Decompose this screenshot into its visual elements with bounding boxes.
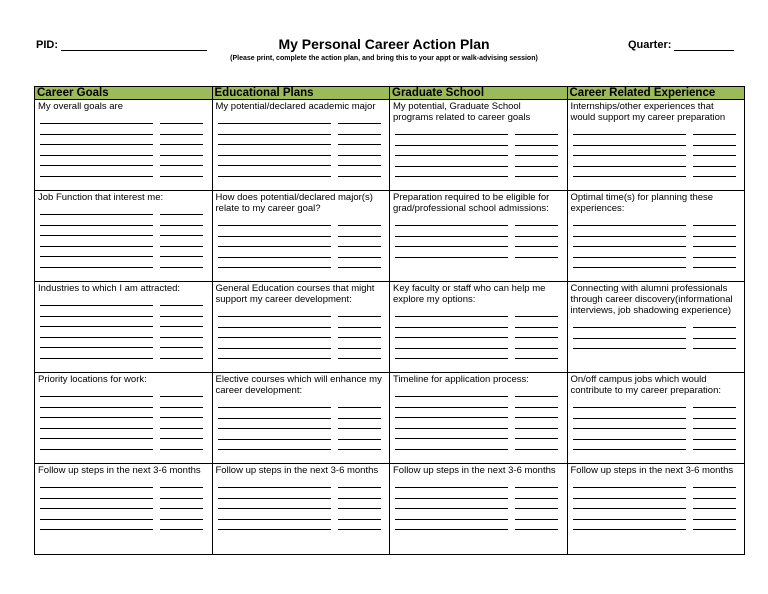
table-cell	[35, 282, 213, 373]
write-in-line[interactable]	[571, 126, 742, 137]
write-in-line[interactable]	[393, 137, 564, 148]
cell-prompt: Key faculty or staff who can help me explore my options:	[393, 283, 546, 305]
table-cell	[35, 100, 213, 191]
write-in-line[interactable]	[38, 217, 209, 228]
write-in-line[interactable]	[216, 431, 387, 442]
cell-prompt: Follow up steps in the next 3-6 months	[215, 465, 379, 476]
write-in-line[interactable]	[38, 238, 209, 249]
write-in-line[interactable]	[38, 126, 209, 137]
table-row	[35, 100, 745, 191]
write-in-line[interactable]	[216, 500, 387, 511]
cell-prompt: On/off campus jobs which would contribute to my career preparation:	[570, 374, 721, 396]
write-in-line[interactable]	[216, 147, 387, 158]
write-in-line[interactable]	[38, 388, 209, 399]
column-header-graduate-school: Graduate School	[390, 87, 568, 100]
table-cell	[35, 373, 213, 464]
write-in-line[interactable]	[216, 399, 387, 410]
table-cell	[390, 373, 568, 464]
column-header-row	[35, 87, 745, 100]
cell-prompt: Timeline for application process:	[393, 374, 529, 385]
write-in-line[interactable]	[393, 238, 564, 249]
write-in-line[interactable]	[571, 500, 742, 511]
write-in-line[interactable]	[216, 521, 387, 532]
table-cell	[212, 191, 390, 282]
write-in-line[interactable]	[571, 479, 742, 490]
cell-prompt: My overall goals are	[38, 101, 124, 112]
write-in-line[interactable]	[216, 319, 387, 330]
pid-label: PID:	[36, 39, 58, 51]
write-in-line[interactable]	[393, 430, 564, 441]
write-in-line[interactable]	[38, 441, 209, 452]
table-cell	[390, 282, 568, 373]
cell-prompt: How does potential/declared major(s) relate to my career goal?	[215, 192, 373, 214]
write-in-line[interactable]	[571, 399, 742, 410]
write-in-line[interactable]	[393, 521, 564, 532]
table-row	[35, 191, 745, 282]
write-in-line[interactable]	[216, 115, 387, 126]
write-in-line[interactable]	[393, 158, 564, 169]
write-in-line[interactable]	[216, 410, 387, 421]
write-in-line[interactable]	[216, 511, 387, 522]
write-in-line[interactable]	[216, 259, 387, 270]
write-in-line[interactable]	[393, 388, 564, 399]
write-in-line[interactable]	[38, 115, 209, 126]
write-in-line[interactable]	[571, 147, 742, 158]
write-in-line[interactable]	[571, 420, 742, 431]
write-in-line[interactable]	[38, 206, 209, 217]
write-in-line[interactable]	[38, 521, 209, 532]
write-in-line[interactable]	[571, 319, 742, 330]
table-cell	[567, 100, 745, 191]
write-in-line[interactable]	[216, 340, 387, 351]
cell-prompt: Follow up steps in the next 3-6 months	[38, 465, 201, 476]
write-in-line[interactable]	[393, 479, 564, 490]
cell-prompt: Connecting with alumni professionals through career discovery(informational interviews, job shadowing experience)	[570, 283, 733, 316]
table-row	[35, 282, 745, 373]
write-in-line[interactable]	[393, 319, 564, 330]
write-in-line[interactable]	[571, 441, 742, 452]
write-in-line[interactable]	[393, 249, 564, 260]
table-cell	[390, 464, 568, 555]
write-in-line[interactable]	[38, 259, 209, 270]
write-in-line[interactable]	[393, 340, 564, 351]
table-cell	[212, 282, 390, 373]
write-in-line[interactable]	[216, 249, 387, 260]
write-in-line[interactable]	[216, 157, 387, 168]
cell-prompt: General Education courses that might support my career development:	[215, 283, 375, 305]
action-plan-table	[34, 86, 745, 555]
write-in-line[interactable]	[38, 490, 209, 501]
write-in-line[interactable]	[216, 238, 387, 249]
table-cell	[567, 282, 745, 373]
write-in-line[interactable]	[38, 157, 209, 168]
write-in-line[interactable]	[571, 521, 742, 532]
write-in-line[interactable]	[38, 420, 209, 431]
write-in-line[interactable]	[571, 228, 742, 239]
write-in-line[interactable]	[571, 511, 742, 522]
cell-prompt: Job Function that interest me:	[38, 192, 164, 203]
table-cell	[567, 373, 745, 464]
write-in-line[interactable]	[393, 441, 564, 452]
write-in-line[interactable]	[393, 228, 564, 239]
write-in-line[interactable]	[571, 217, 742, 228]
instructions-subtitle: (Please print, complete the action plan, and bring this to your appt or walk-advising session)	[230, 55, 538, 62]
quarter-blank-line[interactable]	[674, 40, 734, 51]
write-in-line[interactable]	[571, 259, 742, 270]
write-in-line[interactable]	[571, 410, 742, 421]
write-in-line[interactable]	[38, 318, 209, 329]
write-in-line[interactable]	[393, 329, 564, 340]
write-in-line[interactable]	[38, 248, 209, 259]
write-in-line[interactable]	[393, 420, 564, 431]
write-in-line[interactable]	[216, 217, 387, 228]
cell-prompt: Optimal time(s) for planning these experiences:	[570, 192, 714, 214]
write-in-line[interactable]	[38, 297, 209, 308]
write-in-line[interactable]	[393, 409, 564, 420]
write-in-line[interactable]	[216, 168, 387, 179]
write-in-line[interactable]	[38, 409, 209, 420]
write-in-line[interactable]	[38, 329, 209, 340]
write-in-line[interactable]	[393, 511, 564, 522]
write-in-line[interactable]	[216, 329, 387, 340]
write-in-line[interactable]	[393, 147, 564, 158]
cell-prompt: Preparation required to be eligible for grad/professional school admissions:	[393, 192, 550, 214]
write-in-line[interactable]	[393, 217, 564, 228]
write-in-line[interactable]	[38, 511, 209, 522]
table-cell	[390, 191, 568, 282]
write-in-line[interactable]	[38, 227, 209, 238]
table-cell	[212, 100, 390, 191]
write-in-line[interactable]	[38, 399, 209, 410]
write-in-line[interactable]	[571, 168, 742, 179]
write-in-line[interactable]	[216, 228, 387, 239]
write-in-line[interactable]	[38, 339, 209, 350]
write-in-line[interactable]	[216, 420, 387, 431]
write-in-line[interactable]	[216, 441, 387, 452]
write-in-line[interactable]	[216, 308, 387, 319]
cell-prompt: Follow up steps in the next 3-6 months	[570, 465, 734, 476]
table-cell	[35, 464, 213, 555]
write-in-line[interactable]	[216, 479, 387, 490]
write-in-line[interactable]	[571, 431, 742, 442]
table-cell	[390, 100, 568, 191]
write-in-line[interactable]	[571, 137, 742, 148]
write-in-line[interactable]	[571, 238, 742, 249]
write-in-line[interactable]	[571, 340, 742, 351]
column-header-career-goals: Career Goals	[35, 87, 213, 100]
cell-prompt: Elective courses which will enhance my career development:	[215, 374, 382, 396]
write-in-line[interactable]	[38, 136, 209, 147]
table-cell	[567, 464, 745, 555]
write-in-line[interactable]	[571, 249, 742, 260]
page-title: My Personal Career Action Plan	[278, 36, 490, 52]
table-row	[35, 373, 745, 464]
write-in-line[interactable]	[393, 308, 564, 319]
write-in-line[interactable]	[393, 168, 564, 179]
table-cell	[567, 191, 745, 282]
cell-prompt: My potential, Graduate School programs related to career goals	[393, 101, 531, 123]
column-header-educational-plans: Educational Plans	[212, 87, 390, 100]
quarter-label: Quarter:	[628, 39, 672, 51]
write-in-line[interactable]	[393, 399, 564, 410]
column-header-career-related-experience: Career Related Experience	[567, 87, 745, 100]
write-in-line[interactable]	[393, 500, 564, 511]
write-in-line[interactable]	[216, 490, 387, 501]
write-in-line[interactable]	[393, 126, 564, 137]
write-in-line[interactable]	[571, 158, 742, 169]
write-in-line[interactable]	[216, 136, 387, 147]
table-body	[35, 100, 745, 555]
quarter-field[interactable]	[628, 39, 734, 51]
write-in-line[interactable]	[38, 500, 209, 511]
cell-prompt: Priority locations for work:	[38, 374, 147, 385]
table-cell	[35, 191, 213, 282]
write-in-line[interactable]	[393, 350, 564, 361]
write-in-line[interactable]	[571, 330, 742, 341]
write-in-line[interactable]	[216, 350, 387, 361]
write-in-line[interactable]	[38, 350, 209, 361]
write-in-line[interactable]	[38, 430, 209, 441]
cell-prompt: Internships/other experiences that would support my career preparation	[570, 101, 726, 123]
cell-prompt: Industries to which I am attracted:	[38, 283, 181, 294]
write-in-line[interactable]	[38, 147, 209, 158]
table-cell	[212, 373, 390, 464]
write-in-line[interactable]	[393, 490, 564, 501]
table-cell	[212, 464, 390, 555]
cell-prompt: My potential/declared academic major	[215, 101, 376, 112]
cell-prompt: Follow up steps in the next 3-6 months	[393, 465, 556, 476]
write-in-line[interactable]	[216, 126, 387, 137]
table-row	[35, 464, 745, 555]
write-in-line[interactable]	[38, 308, 209, 319]
write-in-line[interactable]	[571, 490, 742, 501]
write-in-line[interactable]	[38, 479, 209, 490]
write-in-line[interactable]	[38, 168, 209, 179]
